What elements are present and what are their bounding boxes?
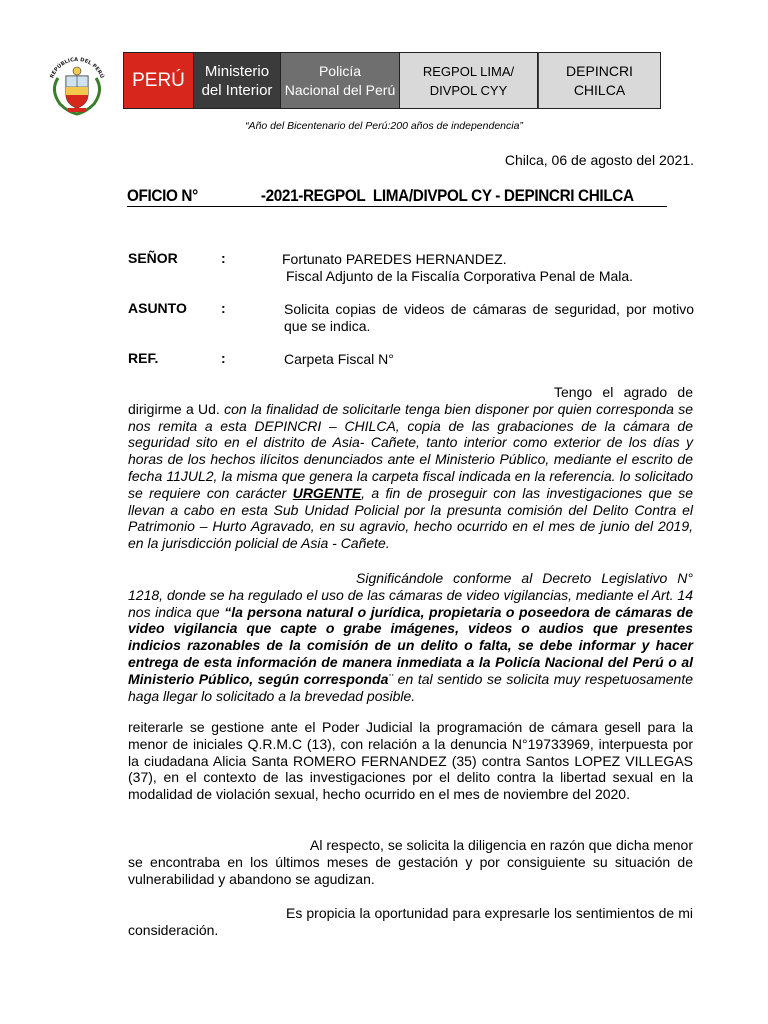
ministerio-box: [194, 52, 280, 109]
para2-closing: ¨ en tal sentido se solicita muy respetuosamente haga llegar lo solicitado a la brevedad posible.: [128, 670, 693, 704]
paragraph-legal: [128, 570, 693, 704]
para5-text: Es propicia la oportunidad para expresarle los sentimientos de mi consideración.: [128, 905, 693, 938]
national-seal-icon: [44, 52, 110, 118]
asunto-label: ASUNTO: [128, 300, 187, 316]
regpol-box: [400, 52, 538, 109]
ministerio-line-1: Ministerio: [204, 62, 270, 80]
para2-opening: Significándole conforme al Decreto Legislativo N° 1218, donde se ha regulado el uso de las cámaras de video vigilancias, mediante el Art. 14 nos indica que: [128, 570, 693, 620]
oficio-number: -2021-REGPOL LIMA/DIVPOL CY - DEPINCRI CHILCA: [260, 186, 634, 205]
urgente-label: URGENTE: [292, 484, 362, 501]
seal-text: REPÚBLICA DEL PERÚ: [49, 56, 105, 80]
paragraph-reason: [128, 837, 693, 887]
peru-label: PERÚ: [132, 70, 185, 91]
senor-title: Fiscal Adjunto de la Fiscalía Corporativa Penal de Mala.: [286, 268, 634, 284]
policia-line-1: Policía: [318, 62, 361, 79]
policia-box: [280, 52, 400, 109]
senor-name: Fortunato PAREDES HERNANDEZ.: [282, 251, 507, 267]
policia-line-2: Nacional del Perú: [284, 81, 396, 98]
ref-colon: :: [221, 350, 226, 366]
regpol-line-1: REGPOL LIMA/: [422, 63, 515, 79]
para1-opening: Tengo el agrado de dirigirme a Ud.: [128, 384, 693, 417]
para1-body: con la finalidad de solicitarle tenga bien disponer por quien corresponda se nos remita a esta DEPINCRI – CHILCA, copia de las grabaciones de la cámara de seguridad sito en el distrito de Asia- Cañete, tanto interior como exterior de los días y horas de los hechos ilícitos denunciados ante el Ministerio Público, mediante el escrito de fecha 11JUL2, la misma que genera la carpeta fiscal indicada en la referencia. lo solicitado se requiere con carácter: [128, 400, 694, 501]
senor-colon: :: [221, 250, 226, 266]
year-motto: “Año del Bicentenario del Perú:200 años de independencia”: [245, 120, 523, 132]
asunto-colon: :: [221, 300, 226, 316]
paragraph-closing: [128, 905, 693, 939]
oficio-prefix: OFICIO N°: [127, 186, 198, 205]
date-line: Chilca, 06 de agosto del 2021.: [504, 152, 694, 168]
ministerio-line-2: del Interior: [201, 81, 273, 99]
paragraph-request: [128, 384, 693, 552]
regpol-line-2: DIVPOL CYY: [429, 82, 508, 98]
depincri-line-2: CHILCA: [573, 81, 626, 98]
depincri-line-1: DEPINCRI: [566, 62, 633, 79]
para1-closing: , a fin de proseguir con las investigaciones que se llevan a cabo en esta Sub Unidad Policial por la presunta comisión del Delito Contra el Patrimonio – Hurto Agravado, en su agravio, hecho ocurrido en el mes de junio del 2019, en la jurisdicción policial de Asia - Cañete.: [128, 484, 694, 552]
oficio-title: [127, 186, 667, 207]
peru-brand-box: [123, 52, 194, 109]
asunto-text: Solicita copias de videos de cámaras de seguridad, por motivo que se indica.: [284, 301, 694, 334]
para4-text: Al respecto, se solicita la diligencia en razón que dicha menor se encontraba en los últimos meses de gestación y por consiguiente su situación de vulnerabilidad y abandono se agudizan.: [128, 837, 693, 887]
paragraph-gesell: reiterarle se gestione ante el Poder Judicial la programación de cámara gesell para la menor de iniciales Q.R.M.C (13), con relación a la denuncia N°19733969, interpuesta por la ciudadana Alicia Santa ROMERO FERNANDEZ (35) contra Santos LOPEZ VILLEGAS (37), en el contexto de las investigaciones por el delito contra la libertad sexual en la modalidad de violación sexual, hecho ocurrido en el mes de noviembre del 2020.: [128, 719, 693, 803]
para2-quote: “la persona natural o jurídica, propietaria o poseedora de cámaras de video vigilancia que capte o grabe imágenes, videos o audios que presentes indicios razonables de la comisión de un delito o falta, se debe informar y hacer entrega de esta información de manera inmediata a la Policía Nacional del Perú o al Ministerio Público, según corresponda: [128, 603, 693, 687]
ref-text: Carpeta Fiscal N°: [284, 351, 394, 367]
senor-label: SEÑOR: [128, 250, 178, 266]
depincri-box: [538, 52, 661, 109]
ref-label: REF.: [128, 350, 159, 366]
